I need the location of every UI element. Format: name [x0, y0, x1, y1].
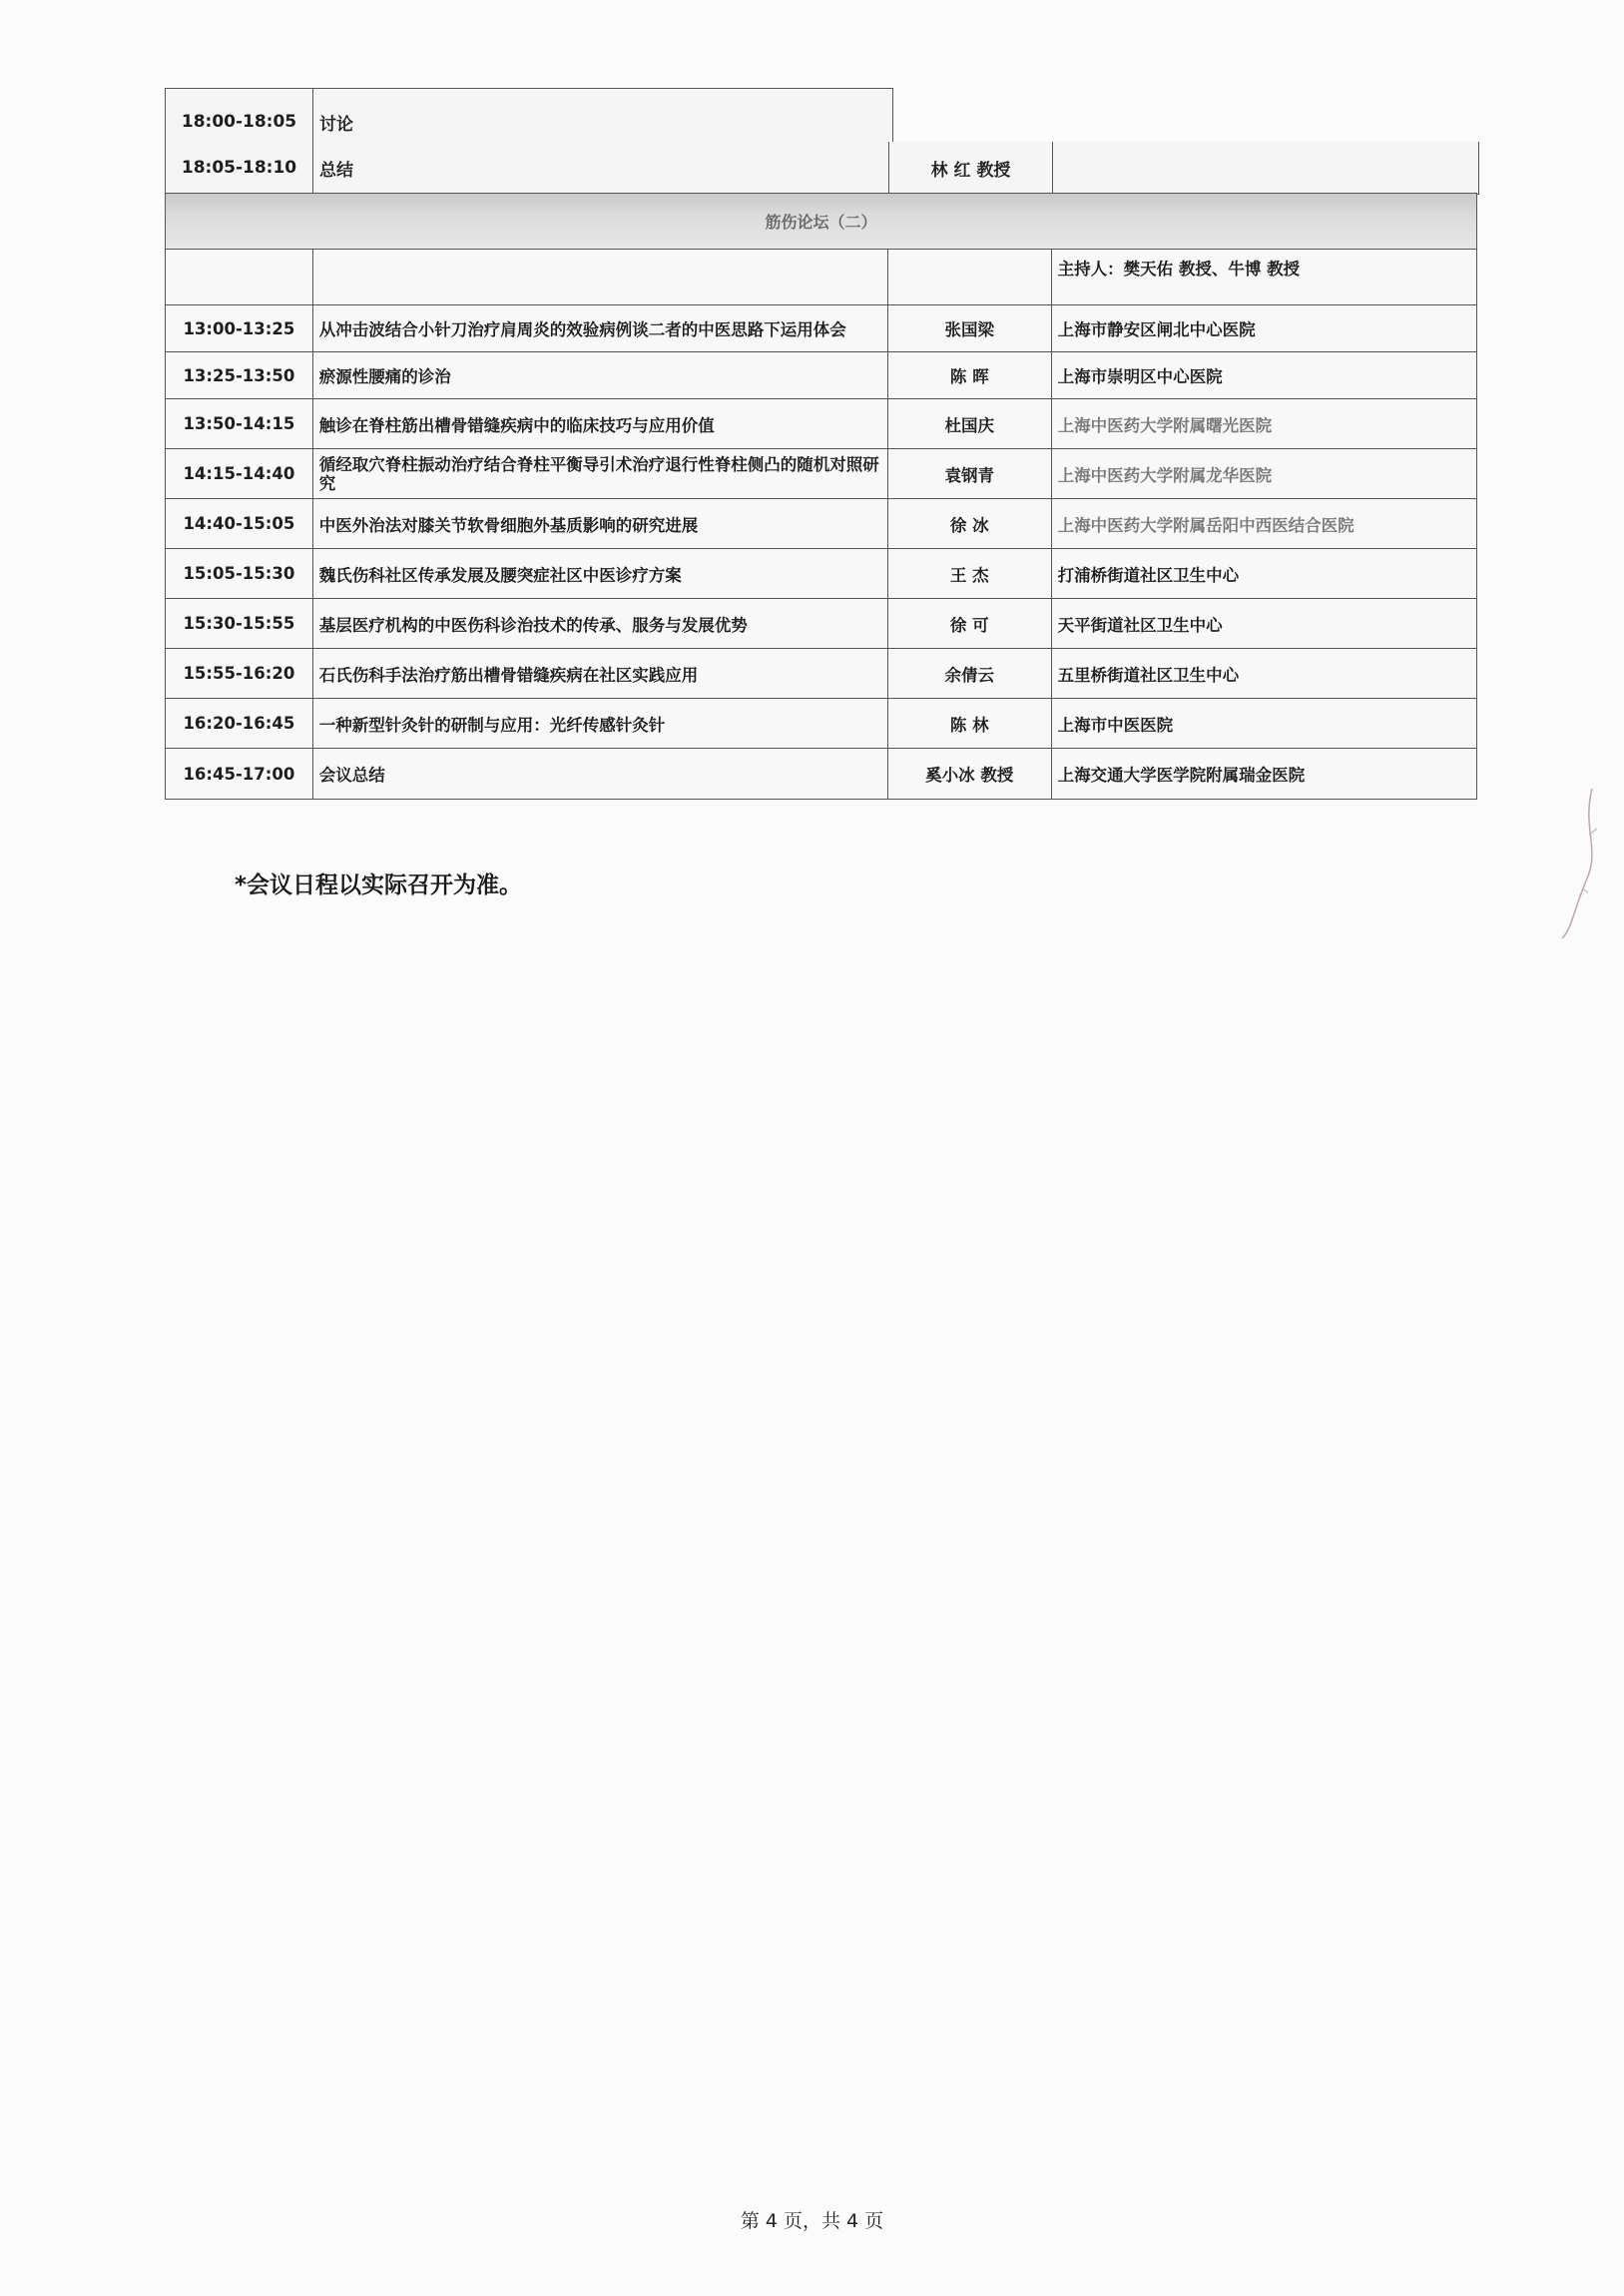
table-row: [166, 699, 1476, 749]
org-cell: 上海中医药大学附属岳阳中西医结合医院: [1057, 515, 1354, 535]
time-cell: 18:00-18:05: [166, 89, 313, 155]
time-cell: 15:30-15:55: [166, 599, 313, 648]
topic-cell: 循经取穴脊柱振动治疗结合脊柱平衡导引术治疗退行性脊柱侧凸的随机对照研究: [313, 449, 888, 498]
speaker-cell: 陈 林: [888, 699, 1052, 748]
speaker-cell: 王 杰: [888, 549, 1052, 598]
topic-cell: 会议总结: [313, 749, 888, 799]
speaker-cell: 余倩云: [888, 649, 1052, 698]
time-cell: 14:40-15:05: [166, 499, 313, 548]
time-cell: 16:45-17:00: [166, 749, 313, 799]
table-row: [166, 499, 1476, 549]
org-cell: 上海市中医医院: [1057, 715, 1174, 735]
org-cell: 打浦桥街道社区卫生中心: [1057, 565, 1240, 585]
topic-cell: 瘀源性腰痛的诊治: [313, 352, 888, 398]
table-row: [166, 305, 1476, 352]
org-cell: 上海中医药大学附属龙华医院: [1057, 465, 1273, 485]
time-cell: 15:55-16:20: [166, 649, 313, 698]
topic-cell: 触诊在脊柱筋出槽骨错缝疾病中的临床技巧与应用价值: [313, 399, 888, 448]
org-cell: 天平街道社区卫生中心: [1057, 615, 1223, 635]
schedule-table: [165, 193, 1477, 800]
org-cell: 上海交通大学医学院附属瑞金医院: [1057, 766, 1306, 785]
topic-cell: 魏氏伤科社区传承发展及腰突症社区中医诊疗方案: [313, 549, 888, 598]
org-cell: 上海中医药大学附属曙光医院: [1057, 415, 1273, 435]
speaker-cell: 陈 晖: [888, 352, 1052, 398]
section-title: 筋伤论坛（二）: [166, 193, 1476, 250]
org-cell: 上海市崇明区中心医院: [1057, 367, 1223, 386]
table-row: [166, 549, 1476, 599]
topic-cell: 从冲击波结合小针刀治疗肩周炎的效验病例谈二者的中医思路下运用体会: [313, 305, 888, 351]
speaker-cell: 张国梁: [888, 305, 1052, 351]
speaker-cell: 林 红 教授: [889, 142, 1053, 194]
topic-cell: 总结: [313, 142, 889, 194]
time-cell: 16:20-16:45: [166, 699, 313, 748]
speaker-cell: 杜国庆: [888, 399, 1052, 448]
org-cell: 上海市静安区闸北中心医院: [1057, 320, 1256, 339]
time-cell: 15:05-15:30: [166, 549, 313, 598]
time-cell: 13:25-13:50: [166, 352, 313, 398]
org-cell: [1053, 142, 1478, 194]
topic-cell: [313, 250, 888, 304]
time-cell: 13:50-14:15: [166, 399, 313, 448]
table-row: [166, 649, 1476, 699]
topic-cell: 基层医疗机构的中医伤科诊治技术的传承、服务与发展优势: [313, 599, 888, 648]
time-cell: 18:05-18:10: [166, 142, 313, 194]
speaker-cell: 徐 冰: [888, 499, 1052, 548]
table-row: [166, 599, 1476, 649]
speaker-cell: [888, 250, 1052, 304]
time-cell: 13:00-13:25: [166, 305, 313, 351]
time-cell: 14:15-14:40: [166, 449, 313, 498]
table-row: [166, 399, 1476, 449]
time-cell: [166, 250, 313, 304]
table-row: [166, 749, 1476, 799]
host-row: [166, 250, 1476, 305]
pen-mark-decoration: [1552, 769, 1612, 948]
speaker-cell: 袁钢青: [888, 449, 1052, 498]
org-cell: 五里桥街道社区卫生中心: [1057, 665, 1240, 685]
schedule-row-summary: [165, 142, 1479, 195]
topic-cell: 石氏伤科手法治疗筋出槽骨错缝疾病在社区实践应用: [313, 649, 888, 698]
topic-cell: 讨论: [319, 114, 353, 135]
topic-cell: 一种新型针灸针的研制与应用：光纤传感针灸针: [313, 699, 888, 748]
speaker-cell: 奚小冰 教授: [888, 749, 1052, 799]
topic-cell: 中医外治法对膝关节软骨细胞外基质影响的研究进展: [313, 499, 888, 548]
host-cell: 主持人：樊天佑 教授、牛博 教授: [1057, 260, 1301, 279]
table-row: [166, 352, 1476, 399]
page-footer: 第 4 页，共 4 页: [740, 2210, 884, 2232]
schedule-note: *会议日程以实际召开为准。: [235, 872, 523, 898]
speaker-cell: 徐 可: [888, 599, 1052, 648]
table-row: [166, 449, 1476, 499]
